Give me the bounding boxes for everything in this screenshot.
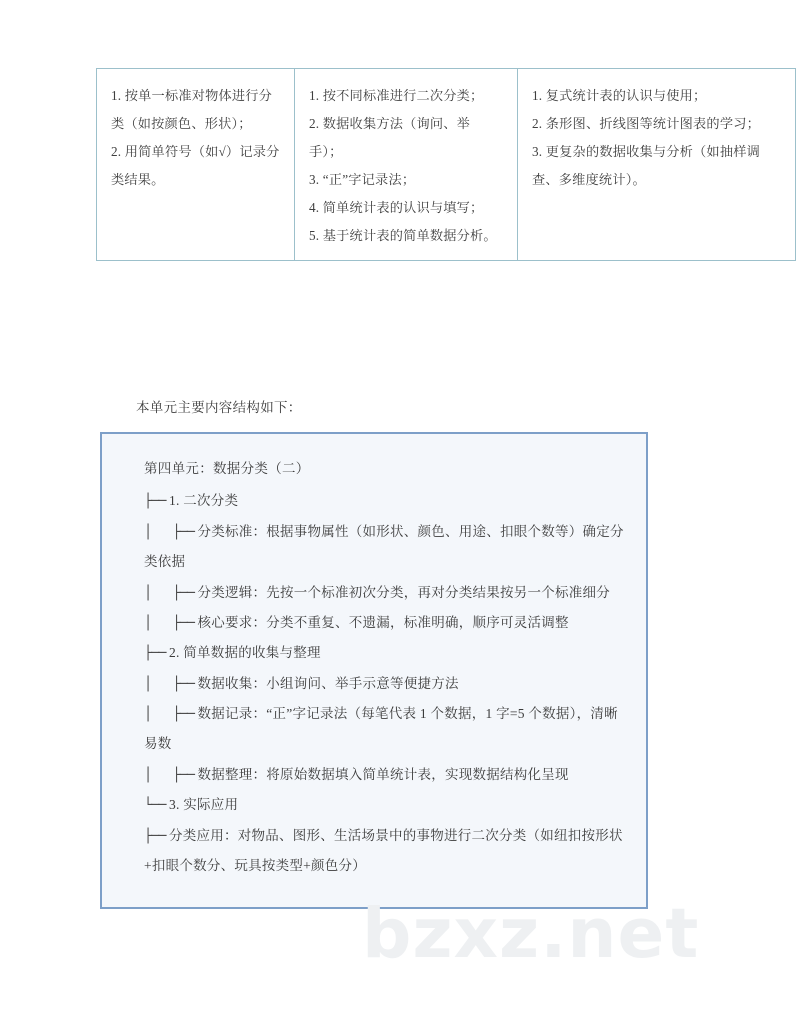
outline-row — [128, 790, 626, 820]
outline-row — [128, 760, 626, 790]
outline-row-text: 分类逻辑：先按一个标准初次分类，再对分类结果按另一个标准细分 — [193, 584, 611, 600]
cell-item: 4. 简单统计表的认识与填写； — [309, 199, 484, 215]
cell-item: 5. 基于统计表的简单数据分析。 — [309, 227, 497, 243]
cell-item: 1. 按单一标准对物体进行分类（如按颜色、形状）； — [111, 88, 273, 131]
outline-row — [128, 821, 626, 882]
cell-item: 3. 更复杂的数据收集与分析（如抽样调查、多维度统计）。 — [532, 143, 760, 187]
tree-branch-icon: │ ├── — [144, 675, 194, 692]
outline-row-text: 2. 简单数据的收集与整理 — [165, 645, 321, 661]
outline-row-text: 数据整理：将原始数据填入简单统计表，实现数据结构化呈现 — [193, 766, 569, 782]
outline-row — [128, 699, 626, 760]
cell-item: 1. 复式统计表的认识与使用； — [532, 88, 707, 103]
outline-row — [128, 517, 626, 578]
watermark: bzxz.net — [362, 894, 700, 974]
outline-row-text: 数据记录：“正”字记录法（每笔代表 1 个数据，1 字=5 个数据），清晰易数 — [144, 706, 618, 752]
tree-branch-icon: └── — [144, 797, 166, 814]
outline-row — [128, 608, 626, 638]
cell-item: 3. “正”字记录法； — [309, 171, 416, 187]
tree-branch-icon: │ ├── — [144, 584, 194, 601]
outline-row-text: 数据收集：小组询问、举手示意等便捷方法 — [193, 675, 459, 691]
table-row — [97, 69, 796, 261]
cell-item: 2. 数据收集方法（询问、举手）； — [309, 115, 471, 159]
tree-branch-icon: ├── — [144, 827, 166, 844]
tree-branch-icon: │ ├── — [144, 614, 194, 631]
outline-row-text: 分类应用：对物品、图形、生活场景中的事物进行二次分类（如纽扣按形状+扣眼个数分、玩具按类型+颜色分） — [144, 827, 623, 873]
outline-row-text: 1. 二次分类 — [165, 493, 239, 509]
tree-branch-icon: │ ├── — [144, 706, 194, 722]
table-cell-column-1 — [97, 69, 295, 261]
outline-row — [128, 638, 626, 668]
outline-row-text: 3. 实际应用 — [165, 797, 239, 813]
tree-branch-icon: │ ├── — [144, 766, 194, 783]
cell-item: 2. 用简单符号（如√）记录分类结果。 — [111, 143, 280, 187]
tree-branch-icon: ├── — [144, 493, 166, 510]
tree-branch-icon: │ ├── — [144, 523, 194, 540]
outline-row — [128, 486, 626, 516]
outline-row-text: 分类标准：根据事物属性（如形状、颜色、用途、扣眼个数等）确定分类依据 — [144, 523, 624, 570]
outline-box — [100, 432, 648, 909]
cell-item: 1. 按不同标准进行二次分类； — [309, 88, 484, 103]
comparison-table — [96, 68, 796, 261]
outline-title: 第四单元：数据分类（二） — [144, 461, 310, 476]
cell-item: 2. 条形图、折线图等统计图表的学习； — [532, 115, 760, 131]
table-cell-column-3 — [518, 69, 796, 261]
tree-branch-icon: ├── — [144, 645, 166, 662]
outline-row — [128, 669, 626, 699]
outline-row — [128, 578, 626, 608]
intro-paragraph: 本单元主要内容结构如下： — [136, 400, 302, 415]
table-cell-column-2 — [295, 69, 518, 261]
outline-row-text: 核心要求：分类不重复、不遗漏，标准明确，顺序可灵活调整 — [193, 614, 569, 630]
